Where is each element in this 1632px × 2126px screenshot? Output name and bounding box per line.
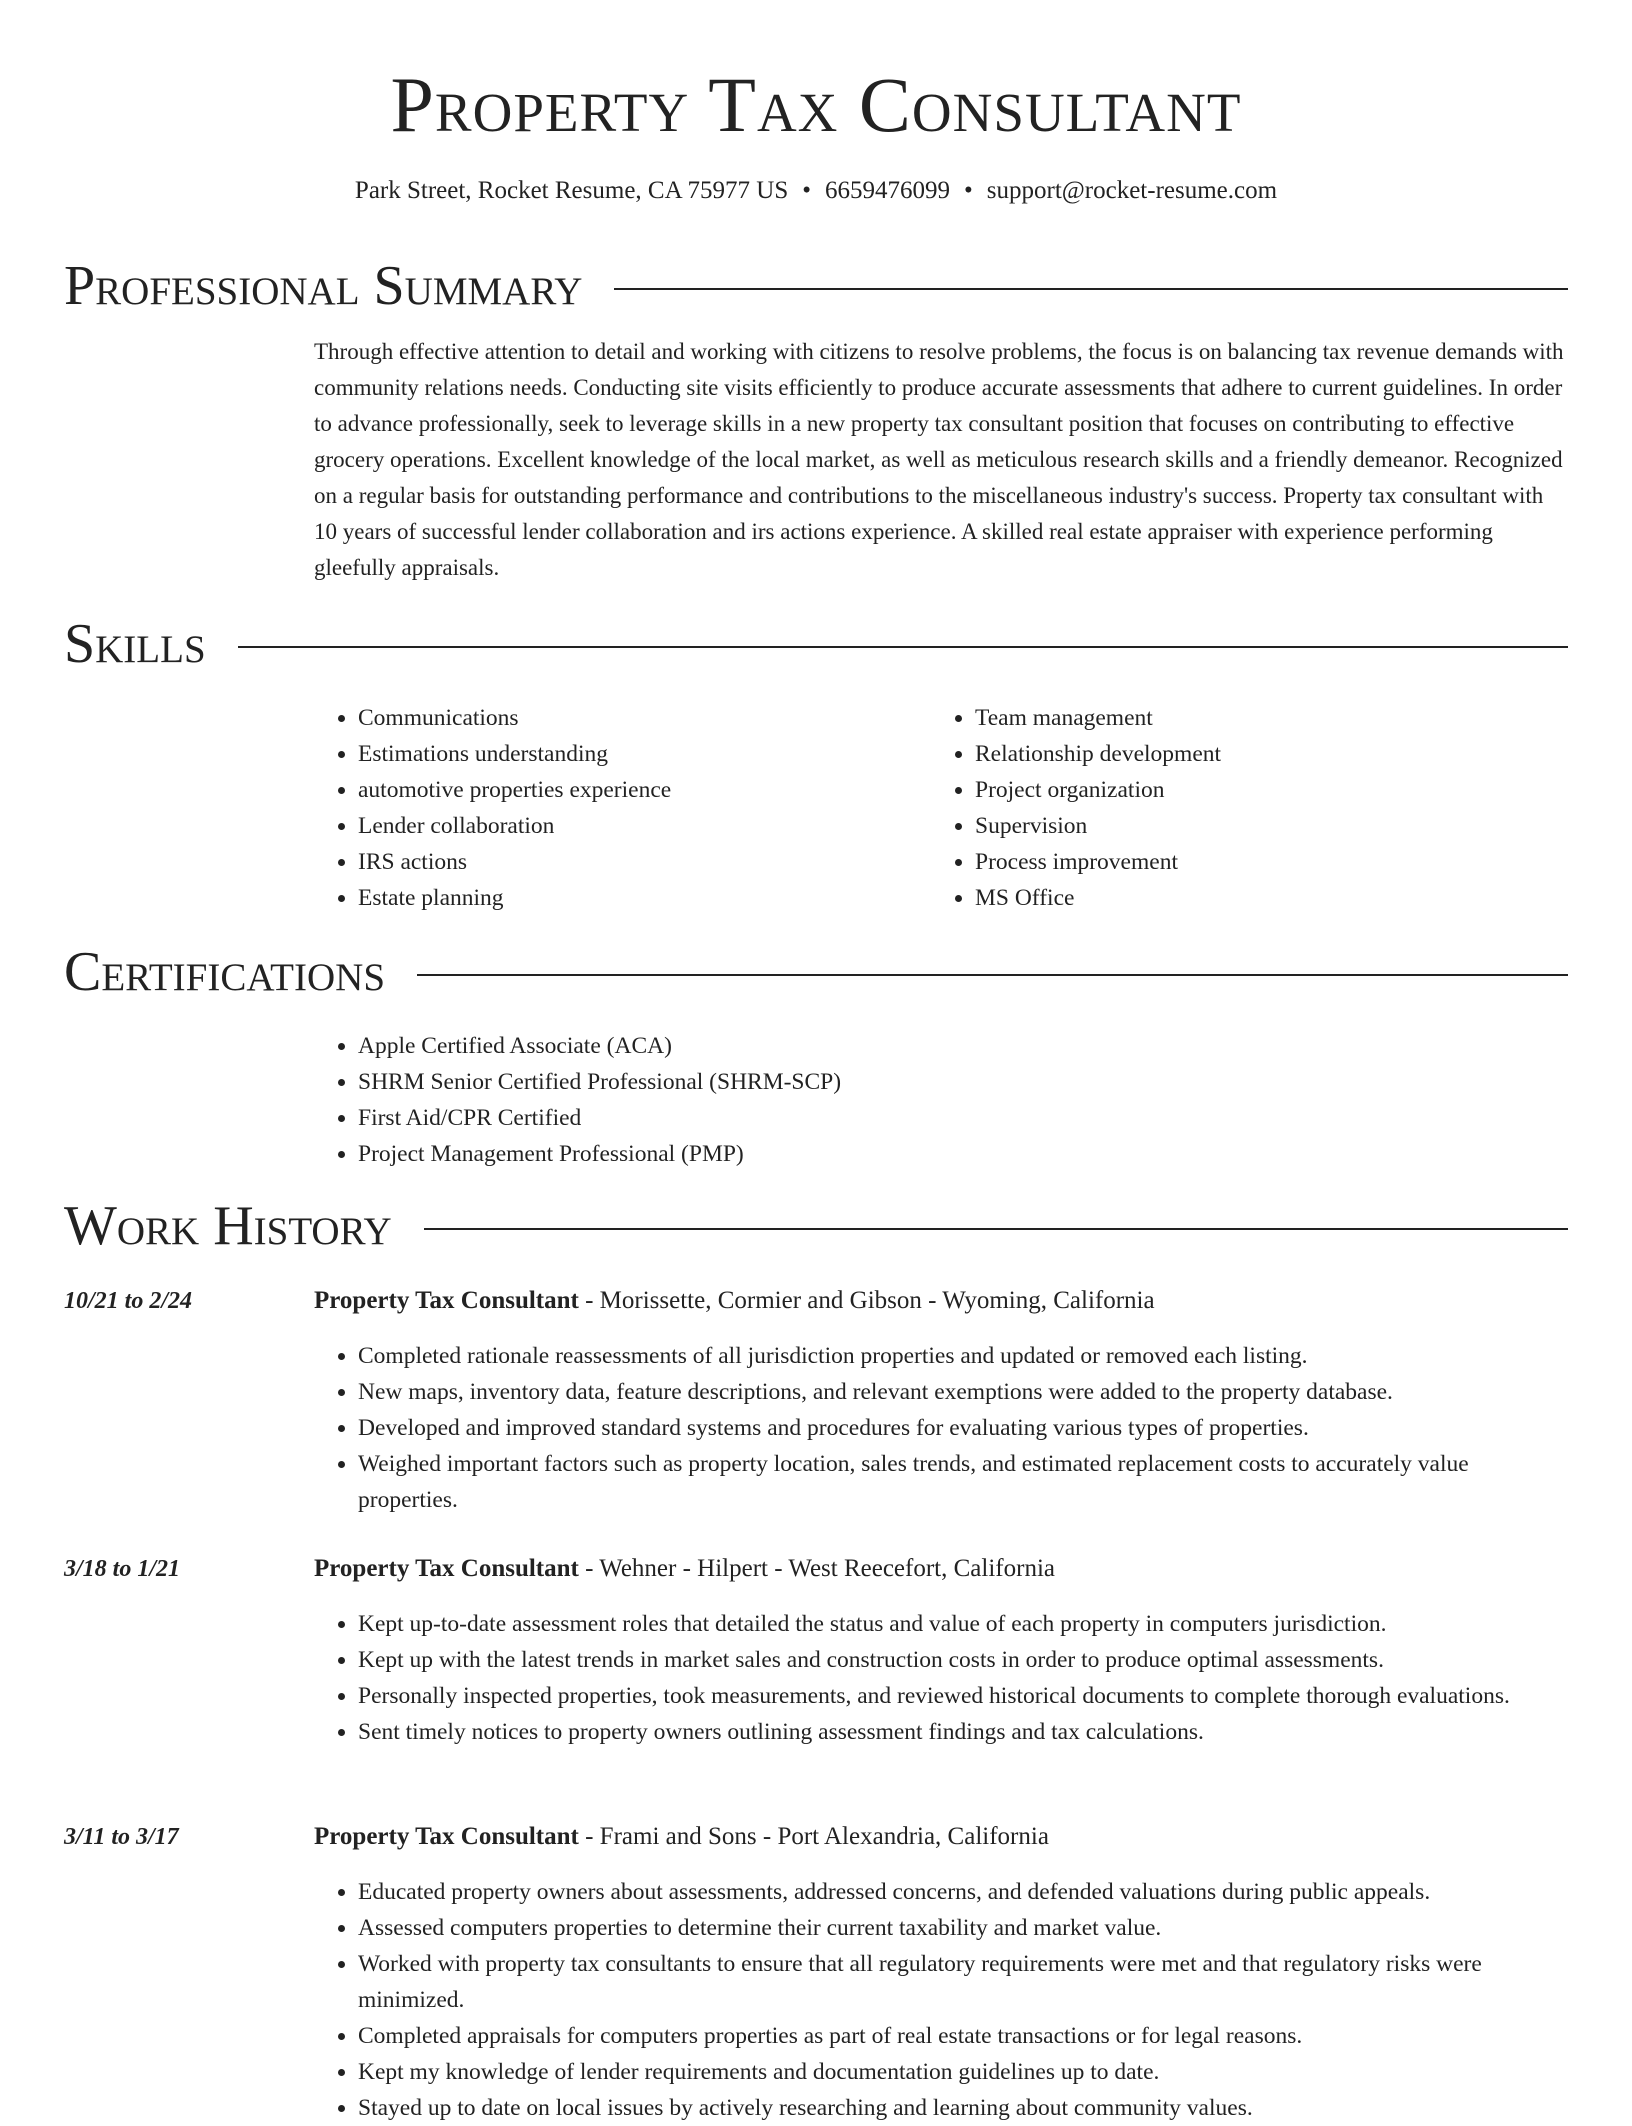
certifications-list [314,1028,1568,1172]
job-responsibilities [314,1606,1568,1750]
job-dates: 3/11 to 3/17 [64,1824,179,1850]
job-responsibilities [314,1874,1568,2126]
skill-item: • Estate planning [358,880,874,916]
skill-item: • Project organization [975,772,1491,808]
job-employer-location: - Frami and Sons - Port Alexandria, California [578,1823,1049,1850]
contact-phone: 6659476099 [825,177,950,204]
skill-item: • Supervision [975,808,1491,844]
skill-item: • Process improvement [975,844,1491,880]
job-bullet: • Weighed important factors such as property location, sales trends, and estimated replacement costs to accurately value properties. [358,1446,1568,1518]
skill-item: • Communications [358,700,874,736]
job-role: Property Tax Consultant [314,1287,579,1314]
job-dates: 3/18 to 1/21 [64,1556,181,1582]
resume-name: Property Tax Consultant [390,61,1242,148]
job-bullet: • Completed rationale reassessments of all jurisdiction properties and updated or removed each listing. [358,1338,1568,1374]
skill-item: • MS Office [975,880,1491,916]
job-bullet: • Developed and improved standard systems and procedures for evaluating various types of properties. [358,1410,1568,1446]
job-bullet: • Personally inspected properties, took measurements, and reviewed historical documents to complete thorough evaluations. [358,1678,1568,1714]
skill-item: • Team management [975,700,1491,736]
job-title-line [314,1284,1568,1318]
certification-item: • SHRM Senior Certified Professional (SHRM-SCP) [358,1064,1568,1100]
certifications-section-header [64,940,1568,1004]
contact-separator: • [964,177,973,204]
skills-heading: Skills [64,613,206,675]
section-divider [424,1228,1568,1230]
skills-section-header [64,612,1568,676]
job-employer-location: - Morissette, Cormier and Gibson - Wyoming, California [578,1287,1155,1314]
section-divider [614,288,1568,290]
section-divider [238,646,1568,648]
contact-line [0,174,1632,208]
section-divider [417,974,1568,976]
job-bullet: • Assessed computers properties to determine their current taxability and market value. [358,1910,1568,1946]
job-bullet: • Sent timely notices to property owners outlining assessment findings and tax calculations. [358,1714,1568,1750]
job-bullet: • Kept up with the latest trends in market sales and construction costs in order to produce optimal assessments. [358,1642,1568,1678]
job-employer-location: - Wehner - Hilpert - West Reecefort, California [578,1555,1055,1582]
job-bullet: • Kept my knowledge of lender requirements and documentation guidelines up to date. [358,2054,1568,2090]
certifications-heading: Certifications [64,941,386,1003]
work-history-section-header [64,1194,1568,1258]
skills-column-right [931,700,1491,916]
job-title-line [314,1820,1568,1854]
job-role: Property Tax Consultant [314,1823,579,1850]
certification-item: • First Aid/CPR Certified [358,1100,1568,1136]
skill-item: • automotive properties experience [358,772,874,808]
skill-item: • Relationship development [975,736,1491,772]
contact-address: Park Street, Rocket Resume, CA 75977 US [354,177,789,204]
skill-item: • IRS actions [358,844,874,880]
skills-column-left [314,700,874,916]
contact-separator: • [802,177,811,204]
skill-item: • Estimations understanding [358,736,874,772]
skill-item: • Lender collaboration [358,808,874,844]
summary-section-header [64,254,1568,318]
job-bullet: • Kept up-to-date assessment roles that detailed the status and value of each property in computers jurisdiction. [358,1606,1568,1642]
summary-heading: Professional Summary [64,255,583,317]
summary-text: Through effective attention to detail and working with citizens to resolve problems, the focus is on balancing tax revenue demands with community relations needs. Conducting site visits efficiently to produce accurate assessments that adhere to current guidelines. In order to advance professionally, seek to leverage skills in a new property tax consultant position that focuses on contributing to effective grocery operations. Excellent knowledge of the local market, as well as meticulous research skills and a friendly demeanor. Recognized on a regular basis for outstanding performance and contributions to the miscellaneous industry's success. Property tax consultant with 10 years of successful lender collaboration and irs actions experience. A skilled real estate appraiser with experience performing gleefully appraisals. [314,339,1564,580]
certification-item: • Project Management Professional (PMP) [358,1136,1568,1172]
job-bullet: • Worked with property tax consultants to ensure that all regulatory requirements were met and that regulatory risks were minimized. [358,1946,1568,2018]
job-bullet: • Completed appraisals for computers properties as part of real estate transactions or for legal reasons. [358,2018,1568,2054]
job-dates: 10/21 to 2/24 [64,1288,193,1314]
contact-email: support@rocket-resume.com [986,177,1278,204]
job-role: Property Tax Consultant [314,1555,579,1582]
job-bullet: • New maps, inventory data, feature descriptions, and relevant exemptions were added to the property database. [358,1374,1568,1410]
job-bullet: • Educated property owners about assessments, addressed concerns, and defended valuations during public appeals. [358,1874,1568,1910]
job-responsibilities [314,1338,1568,1518]
work-history-heading: Work History [64,1195,392,1257]
job-bullet: • Stayed up to date on local issues by actively researching and learning about community values. [358,2090,1568,2126]
job-title-line [314,1552,1568,1586]
certification-item: • Apple Certified Associate (ACA) [358,1028,1568,1064]
